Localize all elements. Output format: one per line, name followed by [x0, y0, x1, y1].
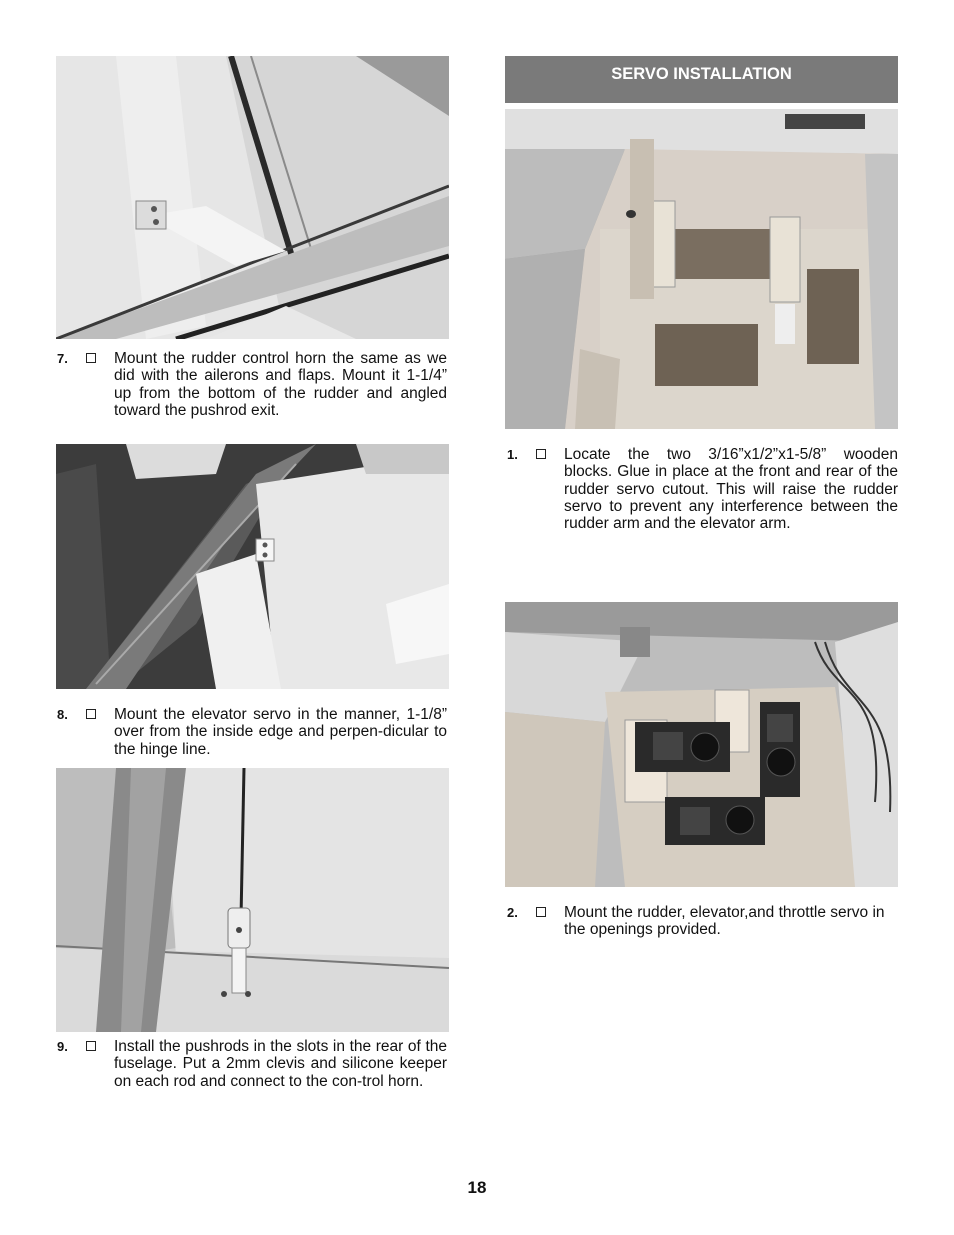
section-header: SERVO INSTALLATION [505, 56, 898, 103]
step-1 [507, 446, 898, 552]
step-text: Install the pushrods in the slots in the rear of the fuselage. Put a 2mm clevis and silicone keeper on each rod and connect to the con-trol horn. [114, 1038, 447, 1090]
checkbox-icon[interactable] [536, 907, 546, 917]
photo-elevator-horn [56, 444, 449, 689]
step-number: 1. [507, 447, 518, 462]
step-text: Mount the rudder control horn the same as we did with the ailerons and flaps. Mount it 1-1/4” up from the bottom of the rudder and angled toward the pushrod exit. [114, 350, 447, 419]
step-text: Locate the two 3/16”x1/2”x1-5/8” wooden blocks. Glue in place at the front and rear of the rudder servo cutout. This will raise the rudder servo to prevent any interference between the rudder arm and the elevator arm. [564, 446, 898, 533]
page-number: 18 [467, 1178, 487, 1197]
step-8 [57, 706, 447, 760]
photo-pushrod-connection [56, 768, 449, 1032]
photo-servo-tray-blocks [505, 109, 898, 429]
photo-servos-mounted [505, 602, 898, 887]
step-number: 9. [57, 1039, 68, 1054]
step-number: 7. [57, 351, 68, 366]
step-9 [57, 1038, 447, 1110]
step-text: Mount the elevator servo in the manner, 1-1/8” over from the inside edge and perpen-dicular to the hinge line. [114, 706, 447, 758]
step-number: 2. [507, 905, 518, 920]
step-number: 8. [57, 707, 68, 722]
photo-rudder-control-horn [56, 56, 449, 339]
step-7 [57, 350, 447, 420]
checkbox-icon[interactable] [86, 709, 96, 719]
step-2 [507, 904, 898, 942]
checkbox-icon[interactable] [86, 353, 96, 363]
step-text: Mount the rudder, elevator,and throttle servo in the openings provided. [564, 904, 885, 939]
checkbox-icon[interactable] [536, 449, 546, 459]
checkbox-icon[interactable] [86, 1041, 96, 1051]
